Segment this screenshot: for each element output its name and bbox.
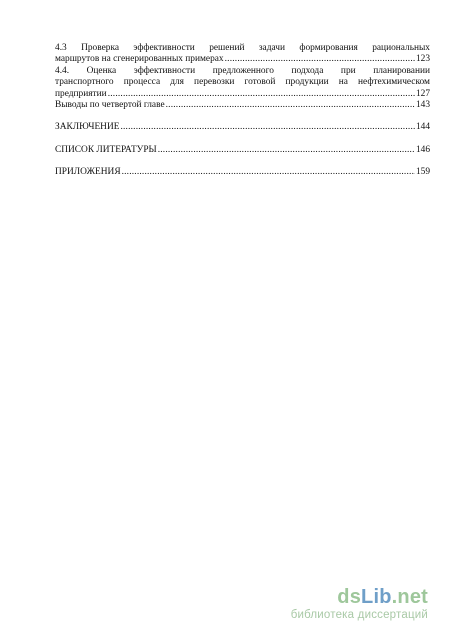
dslib-watermark[interactable]: [265, 586, 440, 626]
toc-entry-chapter-4-conclusions[interactable]: [55, 100, 430, 111]
dot-leader: [108, 89, 415, 100]
toc-entry-conclusion[interactable]: [55, 122, 430, 133]
toc-entry-text: СПИСОК ЛИТЕРАТУРЫ: [55, 144, 157, 155]
dslib-logo: dsLib.net: [337, 586, 428, 608]
toc-entry-text: Выводы по четвертой главе: [55, 100, 165, 111]
dot-leader: [158, 145, 415, 156]
toc-page-number: 146: [415, 144, 430, 155]
toc-entry-text: 4.4. Оценка эффективности предложенного подхода при планировании: [55, 65, 430, 76]
toc-page-number: 143: [415, 100, 430, 111]
dslib-tagline: библиотека диссертаций: [290, 609, 428, 621]
toc-entry-references[interactable]: [55, 145, 430, 156]
toc-page-number: 144: [415, 122, 430, 133]
toc-entry-text: транспортного процесса для перевозки готовой продукции на нефтехимическом: [55, 77, 430, 88]
toc-entry-appendices[interactable]: [55, 167, 430, 178]
dot-leader: [166, 100, 415, 111]
toc-page-number: 123: [415, 54, 430, 65]
toc-entry-text: маршрутов на сгенерированных примерах: [55, 54, 224, 65]
table-of-contents: [55, 43, 430, 179]
toc-entry-4-4[interactable]: [55, 66, 430, 100]
toc-entry-text: предприятии: [55, 88, 107, 99]
toc-page-number: 159: [415, 167, 430, 178]
toc-entry-text: ПРИЛОЖЕНИЯ: [55, 167, 121, 178]
toc-entry-text: 4.3 Проверка эффективности решений задачи формирования рациональных: [55, 43, 430, 53]
toc-page-number: 127: [415, 88, 430, 99]
toc-entry-text: ЗАКЛЮЧЕНИЕ: [55, 122, 120, 133]
dot-leader: [122, 167, 415, 178]
toc-entry-4-3[interactable]: [55, 43, 430, 66]
dot-leader: [120, 122, 414, 133]
dot-leader: [225, 54, 415, 65]
